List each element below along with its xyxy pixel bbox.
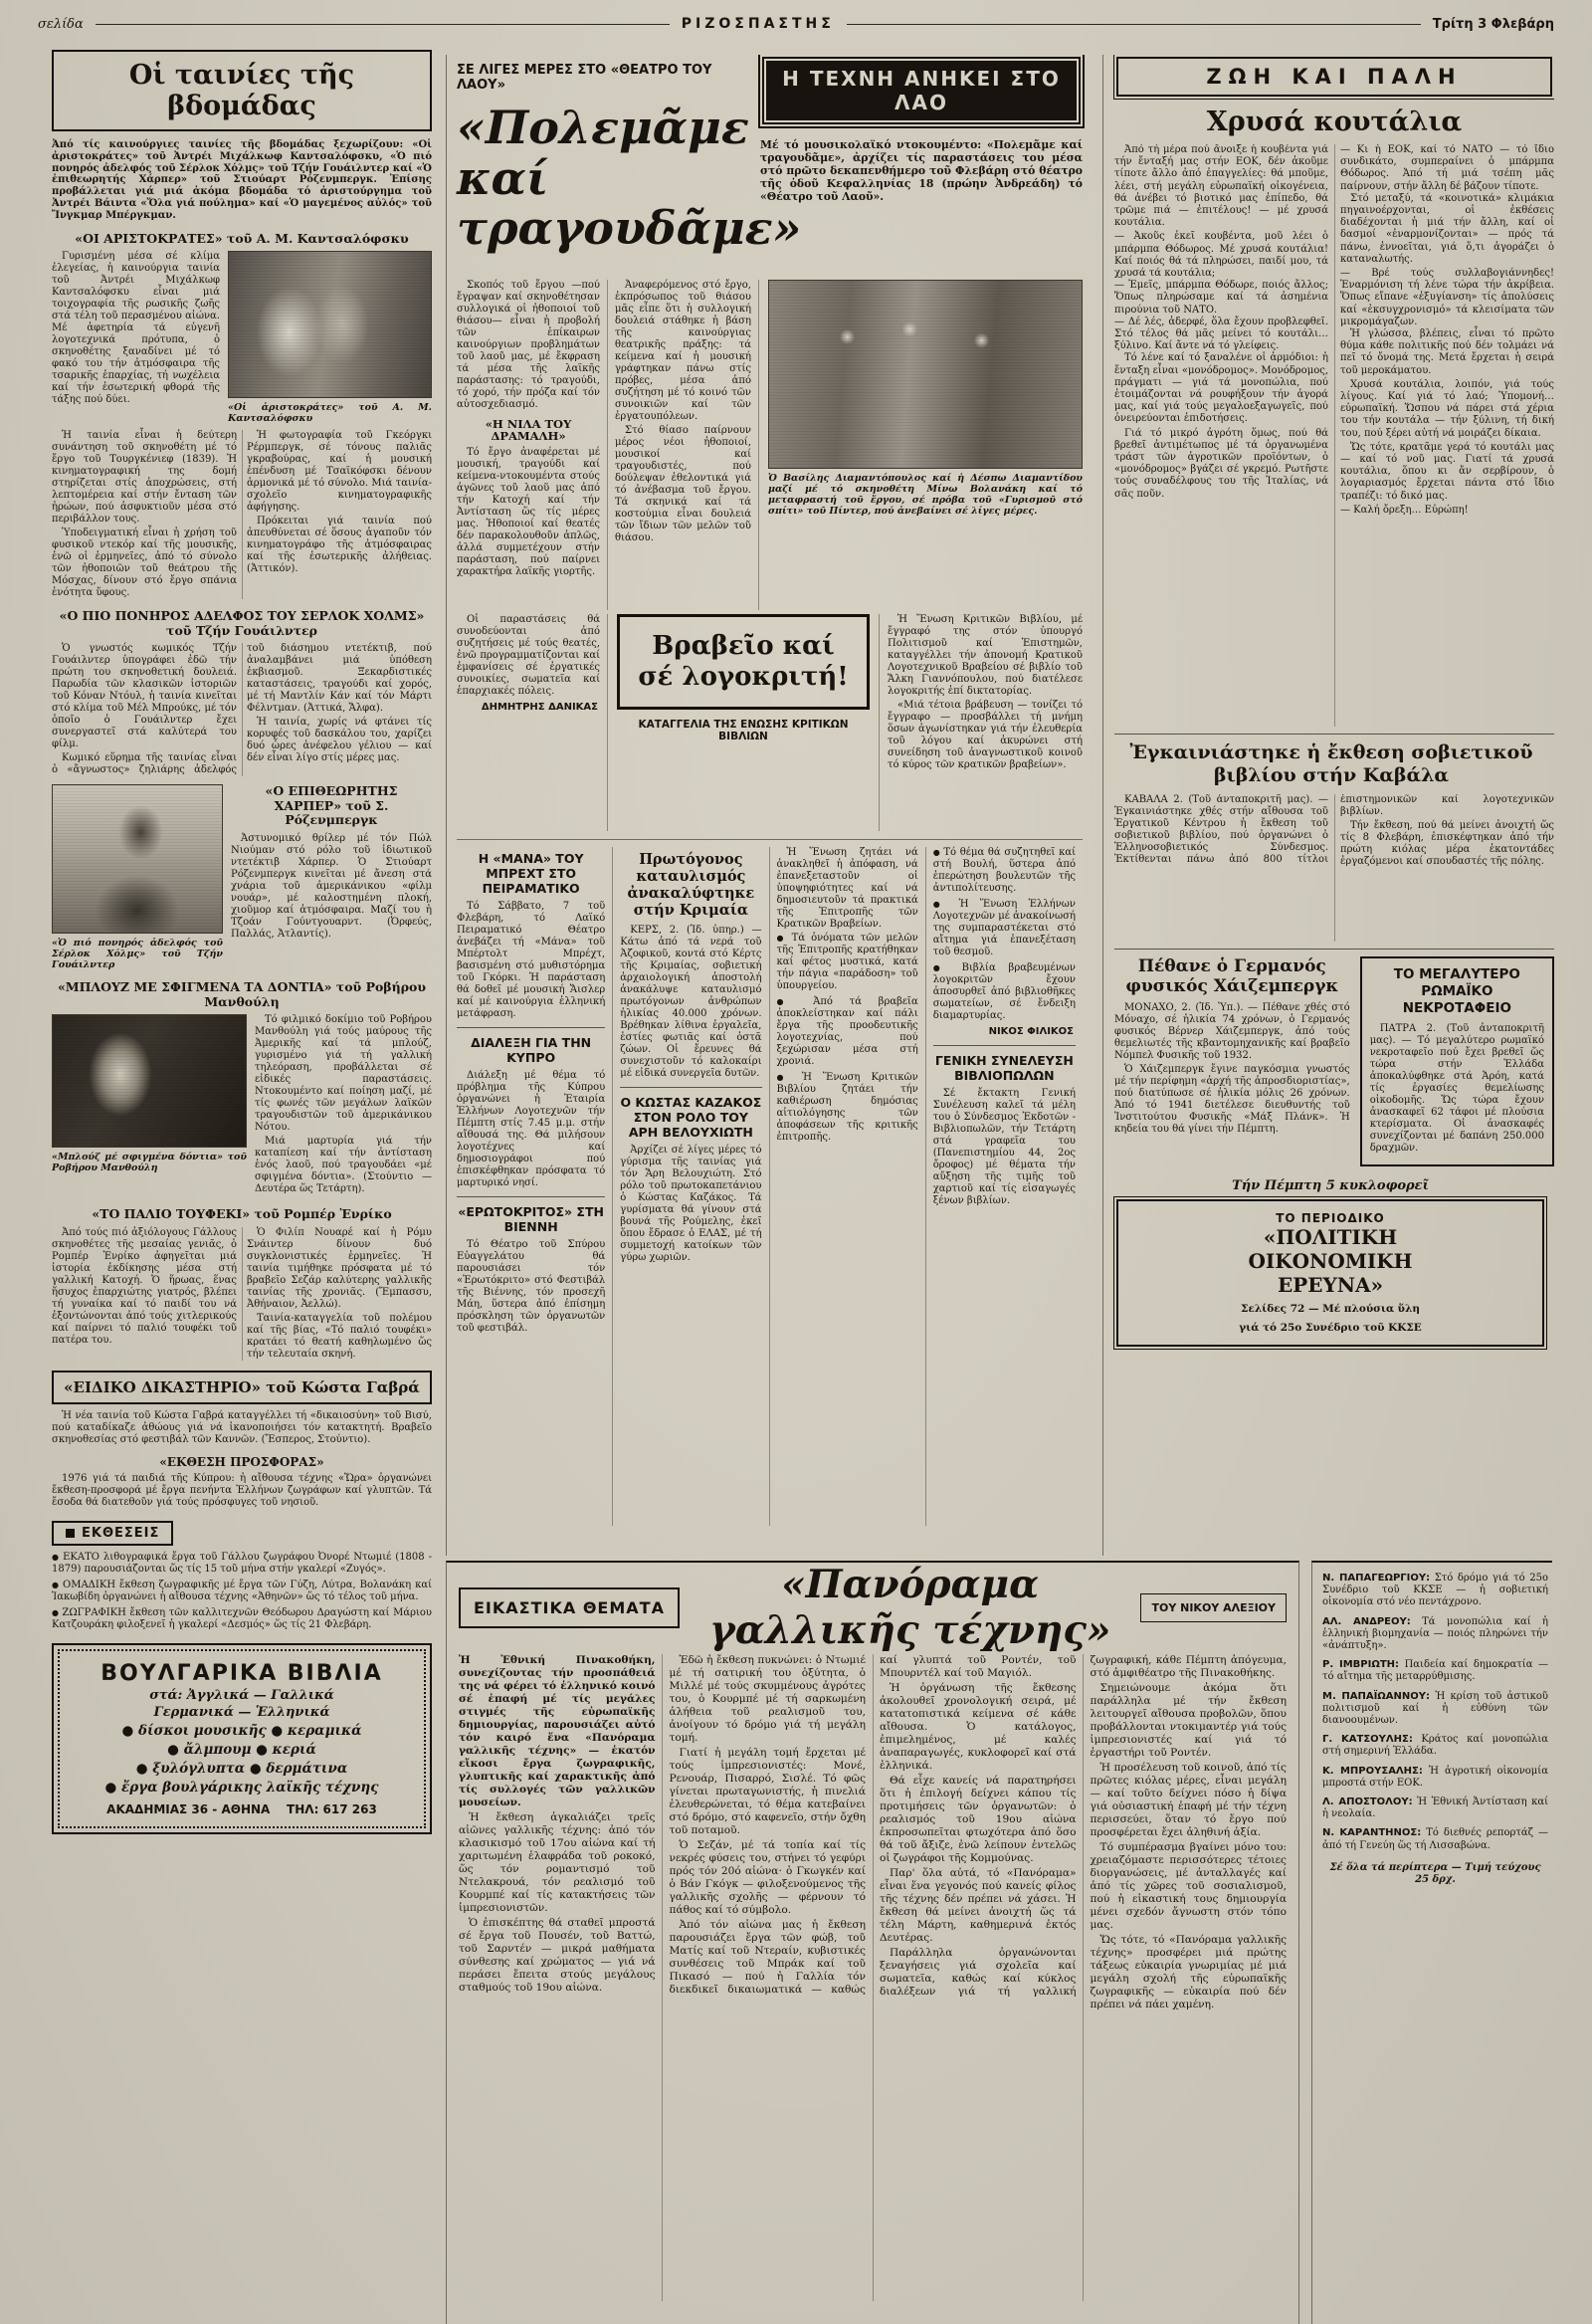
censor-kicker: ΚΑΤΑΓΓΕΛΙΑ ΤΗΣ ΕΝΩΣΗΣ ΚΡΙΤΙΚΩΝ ΒΙΒΛΙΩΝ — [638, 719, 849, 743]
theater-top-row — [457, 55, 1083, 274]
paragraph: ΚΕΡΣ, 2. (Ἰδ. ὑπηρ.) — Κάτω ἀπό τά νερά τοῦ Ἀζοφικοῦ, κοντά στό Κέρτς τῆς Κριμαίας, σοβιετική ἀρχαιολογική ἀποστολή ἀνακάλυψε καταυλισμό πρωτόγονων ἀνθρώπων ἡλικίας 40.000 χρόνων. Βρέθηκαν λίθινα ἐργαλεῖα, ἑστίες φωτιᾶς καί ὀστᾶ ζώων. Οἱ ἔρευνες θά συνεχιστοῦν τό καλοκαίρι μέ εἰδικά συνεργεῖα δυτῶν. — [620, 925, 762, 1079]
paragraph: Ἡ ἔκθεση ἀγκαλιάζει τρεῖς αἰῶνες γαλλικῆς τέχνης: ἀπό τόν κλασικισμό τοῦ 17ου αἰώνα καί τή χαριτωμένη ἐλαφράδα τοῦ ροκοκό, ὥς τόν ρομαντισμό τοῦ Ντελακρουά, τόν ρεαλισμό τοῦ Κουρμπέ καί τίς κατακτήσεις τῶν ἰμπρεσιονιστῶν. — [459, 1811, 656, 1914]
theater-signature: ΔΗΜΗΤΡΗΣ ΔΑΝΙΚΑΣ — [481, 702, 598, 713]
theater-photo-block — [759, 280, 1083, 610]
paragraph: Ἡ Ἕνωση ζητάει νά ἀνακληθεῖ ἡ ἀπόφαση, νά ἐπανεξεταστοῦν οἱ ὑποψηφιότητες καί νά δημοσιευτοῦν τά πρακτικά τῆς Ἐπιτροπῆς τῶν Κρατικῶν Βραβείων. — [776, 847, 918, 930]
ad-phone: ΤΗΛ: 617 263 — [287, 1801, 377, 1816]
paragraph: Ἡ Ἐθνική Πινακοθήκη, συνεχίζοντας τήν προσπάθειά της νά φέρει τό ἑλληνικό κοινό σέ ἐπαφή μέ τίς μεγάλες στιγμές τῆς εὐρωπαϊκῆς δημιουργίας, παρουσιάζει αὐτό τόν καιρό ἕνα «Πανόραμα γαλλικῆς τέχνης» — ἑκατόν εἴκοσι ἔργα ζωγραφικῆς, γλυπτικῆς καί χαρακτικῆς ἀπό τίς συλλογές τῶν γαλλικῶν μουσείων. — [459, 1654, 656, 1808]
magazine-title-line-2: ΟΙΚΟΝΟΜΙΚΗ — [1248, 1249, 1413, 1273]
author-name: Κ. ΜΠΡΟΥΣΑΛΗΣ: — [1322, 1765, 1423, 1777]
exhibitions-label-text: ΕΚΘΕΣΕΙΣ — [82, 1525, 160, 1541]
kavala-exhibition-text — [1114, 794, 1554, 942]
aristocrats-heading: «ΟΙ ΑΡΙΣΤΟΚΡΑΤΕΣ» τοῦ Α. Μ. Καντσαλόφσκυ — [75, 230, 409, 246]
censor-signature: ΝΙΚΟΣ ΦΙΛΙΚΟΣ — [988, 1026, 1074, 1037]
censor-row — [457, 614, 1083, 831]
censor-headline-line-1: Βραβεῖο καί — [652, 631, 835, 661]
paragraph: Σκοπός τοῦ ἔργου —πού ἔγραψαν καί σκηνοθέτησαν συλλογικά οἱ ἠθοποιοί τοῦ θιάσου— εἶναι ἡ προβολή τῶν ἐπίκαιρων καινούργιων προβλημάτων τοῦ λαοῦ μας, μέ ἔκφραση τά μέσα τῆς λαϊκῆς παράστασης: τό τραγούδι, τό χορό, τήν πρόζα καί τόν αὐτοσχεδιασμό. — [457, 280, 600, 410]
aristocrats-photo — [228, 251, 432, 398]
right-column — [1102, 55, 1554, 1556]
aristocrats-caption: «Οἱ ἀριστοκράτες» τοῦ Α. Μ. Καντσαλόφσκυ — [228, 402, 432, 425]
ad-address-text: ΑΚΑΔΗΜΙΑΣ 36 - ΑΘΗΝΑ — [106, 1801, 271, 1816]
ad-languages-2: Γερμανικά — Ἑλληνικά — [153, 1704, 330, 1720]
paragraph: Γιατί ἡ μεγάλη τομή ἔρχεται μέ τούς ἰμπρεσιονιστές: Μονέ, Ρενουάρ, Πισαρρό, Σισλέ. Τό φῶς γίνεται πρωταγωνιστής, ἡ πινελιά ἐλευθερώνεται, τό θέμα κατεβαίνει στό δρόμο, στό καφενεῖο, στήν ὄχθη τοῦ ποταμοῦ. — [669, 1747, 866, 1836]
paragraph: Τήν ἔκθεση, πού θά μείνει ἀνοιχτή ὥς τίς 8 Φλεβάρη, ἐπισκέφτηκαν ἀπό τήν πρώτη κιόλας μέρα ἑκατοντάδες ἐργαζόμενοι καί σπουδαστές τῆς πόλης. — [1340, 820, 1554, 867]
theater-rehearsal-photo — [768, 280, 1083, 469]
article-topic: Παιδεία καί δημοκρατία — τό αἴτημα τῆς μεταρρύθμισης. — [1322, 1659, 1548, 1683]
article-topic: Στό δρόμο γιά τό 25ο Συνέδριο τοῦ ΚΚΣΕ — ἡ σοβιετική οἰκονομία στό νέο πεντάχρονο. — [1322, 1573, 1548, 1608]
lower-col-1 — [457, 847, 613, 1526]
special-court-text — [52, 1410, 432, 1446]
contents-item — [1322, 1796, 1548, 1820]
issue-date: Τρίτη 3 Φλεβάρη — [1432, 16, 1554, 32]
fine-arts-section — [446, 1561, 1299, 2324]
paragraph: Ἡ προσέλευση τοῦ κοινοῦ, ἀπό τίς πρῶτες κιόλας μέρες, εἶναι μεγάλη — καί τοῦτο δείχνει πόσο ἡ δίψα γιά οὐσιαστική ἐπαφή μέ τήν τέχνη περισσεύει, ὅταν τό ἔργο πού προσφέρεται ἔχει ἀληθινή ἀξία. — [1090, 1762, 1287, 1838]
paragraph: Ἀπό τούς πιό ἀξιόλογους Γάλλους σκηνοθέτες τῆς μεσαίας γενιᾶς, ὁ Ρομπέρ Ἐνρίκο ἀφηγεῖται μιά ἱστορία ἐκδίκησης μέσα στή γαλλική Κατοχή. Ὁ ἥρωας, ἕνας ἥσυχος ἐπαρχιώτης γιατρός, βλέπει τή γυναίκα καί τό παιδί του νά ἐξοντώνονται ἀπό τούς χιτλερικούς καί παίρνει τό παλιό τουφέκι τοῦ πατέρα του. — [52, 1226, 237, 1346]
divider — [1114, 949, 1554, 950]
article-topic: Ἡ κρίση τοῦ ἀστικοῦ πολιτισμοῦ καί ἡ εὐθύνη τῶν διανοουμένων. — [1322, 1690, 1548, 1727]
paragraph: Ὁ Σεζάν, μέ τά τοπία καί τίς νεκρές φύσεις του, στήνει τό γεφύρι πρός τόν 20ό αἰώνα· ὁ Γκωγκέν καί ὁ Βάν Γκόγκ — φιλοξενούμενος τῆς γαλλικῆς σχολῆς — φέρνουν τό πάθος καί τό σύμβολο. — [669, 1839, 866, 1916]
exhibition-item: ● ΕΚΑΤΟ λιθογραφικά ἔργα τοῦ Γάλλου ζωγράφου Ὀνορέ Ντωμιέ (1808 - 1879) παρουσιάζονται ὥς τίς 15 τοῦ μήνα στήν γκαλερί «Ζυγός». — [52, 1552, 432, 1576]
theater-text-col-2 — [608, 280, 759, 610]
divider — [1114, 734, 1554, 735]
contents-item — [1322, 1659, 1548, 1683]
sherlock-photo-block — [52, 784, 223, 970]
paragraph: Παρ' ὅλα αὐτά, τό «Πανόραμα» εἶναι ἕνα γεγονός πού κανείς φίλος τῆς τέχνης δέν πρέπει νά χάσει. Ἡ ἔκθεση θά μείνει ἀνοιχτή ὥς τά τέλη Μάρτη, καθημερινά ἐκτός Δευτέρας. — [880, 1867, 1077, 1944]
middle-column — [446, 55, 1091, 1556]
blues-photo — [52, 1014, 247, 1148]
theater-subhead: «Η ΝΙΛΑ ΤΟΥ ΔΡΑΜΑΛΗ» — [485, 417, 572, 443]
cyprus-lecture-heading: ΔΙΑΛΕΞΗ ΓΙΑ ΤΗΝ ΚΥΠΡΟ — [471, 1035, 592, 1065]
paragraph: Ἡ γλώσσα, βλέπεις, εἶναι τό πρῶτο θύμα κάθε πολιτικῆς πού δέν τολμάει νά πεῖ τό ὄνομά της. Μετά ἔρχεται ἡ σειρά τοῦ μεροκάματου. — [1340, 328, 1554, 376]
paragraph: Ἡ ταινία εἶναι ἡ δεύτερη συνάντηση τοῦ σκηνοθέτη μέ τό ἔργο τοῦ Τουργκένιεφ (1839). Ἡ κινηματογραφική της δομή στηρίζεται στίς ἀποχρώσεις, στή λεπτομέρεια καί στήν ἔνταση τῶν ἡρώων, πού ἀσφυκτιοῦν μέσα στό περιβάλλον τους. — [52, 430, 237, 526]
paragraph: Σημειώνουμε ἀκόμα ὅτι παράλληλα μέ τήν ἔκθεση λειτουργεῖ αἴθουσα προβολῶν, ὅπου προβάλλονται ντοκιμαντέρ γιά τούς ἰμπρεσιονιστές καί γιά τό ἐργαστήρι τοῦ Ροντέν. — [1090, 1682, 1287, 1759]
paragraph: Κωμικό εὕρημα τῆς ταινίας εἶναι ὁ «ἄγνωστος» ζηλιάρης ἀδελφός τοῦ διάσημου ντετέκτιβ, πού ἀναλαμβάνει μιά ὑπόθεση ἐκβιασμοῦ. Ξεκαρδιστικές καταστάσεις, τραγούδι καί χορός, μέ τή Μαντλίν Κάν καί τόν Μάρτι Φέλντμαν. (Ἀττικά, Ἄλφα). — [52, 643, 432, 776]
censor-headline-line-2: σέ λογοκριτή! — [638, 662, 849, 693]
divider — [620, 1087, 761, 1088]
films-column — [52, 50, 432, 2324]
dialogue-line: — Βρέ τούς συλλαβογιάννηδες! Ἐναρμόνιση τή λένε τώρα τήν ἀκρίβεια. Ὅπως εἴπανε «ἐξυγίανση» τίς ἀπολύσεις καί «ἐκσυγχρονισμό» τά κλεισίματα τῶν μικρομάγαζων. — [1340, 268, 1554, 327]
bulgarian-books-ad — [52, 1643, 432, 1834]
paragraph: Τό φιλμικό δοκίμιο τοῦ Ροβήρου Μανθούλη γιά τούς μαύρους τῆς Ἀμερικῆς καί τά μπλούζ, γυρισμένο γιά τή γαλλική τηλεόραση, προβάλλεται σέ εἰδικές παραστάσεις. Ντοκουμέντο καί ποίηση μαζί, μέ τίς φωνές τῶν μεγάλων λαϊκῶν τραγουδιστῶν τοῦ ἀμερικάνικου Νότου. — [255, 1014, 432, 1134]
paragraph: Μιά μαρτυρία γιά τήν καταπίεση καί τήν ἀντίσταση ἑνός λαοῦ, πού τραγουδάει «μέ σφιγμένα δόντια». (Στούντιο — Δευτέρα ὥς Τετάρτη). — [255, 1136, 432, 1195]
ad-item: ● ξυλόγλυπτα ● δερμάτινα — [135, 1760, 348, 1777]
fine-arts-banner: ΕΙΚΑΣΤΙΚΑ ΘΕΜΑΤΑ — [459, 1587, 680, 1628]
paragraph: Ἀναφερόμενος στό ἔργο, ἐκπρόσωπος τοῦ θιάσου μᾶς εἶπε ὅτι ἡ συλλογική δουλειά στάθηκε ἡ βάση τῆς καινούργιας θεατρικῆς πράξης: τά κείμενα καί ἡ μουσική γράφτηκαν πάνω στίς πρόβες, μέσα ἀπό συζήτηση μέ τό κοινό τῶν συνοικιῶν καί τῶν ἐργατουπόλεων. — [615, 280, 751, 422]
author-name: Ν. ΚΑΡΑΝΤΗΝΟΣ: — [1322, 1827, 1422, 1839]
sherlock-photo — [52, 784, 223, 934]
paragraph: ΚΑΒΑΛΑ 2. (Τοῦ ἀνταποκριτῆ μας). — Ἐγκαινιάστηκε χθές στήν αἴθουσα τοῦ Ἐργατικοῦ Κέντρου ἡ ἔκθεση τοῦ σοβιετικοῦ βιβλίου, πού ὀργανώνει ὁ Ἑλληνοσοβιετικός Σύνδεσμος. Ἐκτίθενται πάνω ἀπό 800 τίτλοι ἐπιστημονικῶν καί λογοτεχνικῶν βιβλίων. — [1114, 794, 1554, 865]
paragraph: Ἡ φωτογραφία τοῦ Γκεόργκι Ρέρμπεργκ, σέ τόνους παλιᾶς γκραβούρας, καί ἡ μουσική ἐπένδυση μέ Τσαϊκόφσκι δένουν ἁρμονικά μέ τό σύνολο. Μιά ταινία-σχολεῖο κινηματογραφικῆς ἀφήγησης. — [247, 430, 432, 514]
art-belongs-to-people-banner: Η ΤΕΧΝΗ ΑΝΗΚΕΙ ΣΤΟ ΛΑΟ — [762, 57, 1081, 124]
paragraph: Τό λένε καί τό ξαναλένε οἱ ἁρμόδιοι: ἡ ἔνταξη εἶναι «μονόδρομος». Μονόδρομος, πράγματι — γιά τά μονοπώλια, πού ἑτοιμάζονται νά ρουφήξουν τήν ἀγορά μας, καί γιά τούς μεγαλοεξαγωγεῖς, πού ὀνειρεύονται ἐπιδοτήσεις. — [1114, 352, 1328, 425]
dialogue-line: — Κι ἡ ΕΟΚ, καί τό ΝΑΤΟ — τό ἴδιο συνδικάτο, συμπεραίνει ὁ μπάρμπα Θόδωρος. Ἀπό τή μιά τσέπη μᾶς παίρνουν, στήν ἄλλη δέ βάζουν τίποτε. — [1340, 144, 1554, 192]
ad-item: ● δίσκοι μουσικῆς ● κεραμικά — [121, 1722, 362, 1739]
blues-text — [255, 1014, 432, 1197]
kavala-exhibition-headline: Ἐγκαινιάστηκε ἡ ἔκθεση σοβιετικοῦ βιβλίου στήν Καβάλα — [1129, 741, 1533, 786]
roman-cemetery-headline: ΤΟ ΜΕΓΑΛΥΤΕΡΟ ΡΩΜΑΪΚΟ ΝΕΚΡΟΤΑΦΕΙΟ — [1393, 966, 1520, 1016]
theater-text-col-3 — [457, 614, 608, 831]
paragraph: Χρυσά κουτάλια, λοιπόν, γιά τούς λίγους. Καί γιά τό λαό; Ὑπομονή… εὐρωπαϊκή. Ὥσπου νά πάρει στά χέρια του τήν κουτάλα — τήν ξύλινη, τή δική του, πού ξέρει αὐτή νά μοιράζει δίκαια. — [1340, 378, 1554, 439]
contents-item — [1322, 1691, 1548, 1728]
page-label: σελίδα — [38, 16, 84, 32]
theater-kicker: ΣΕ ΛΙΓΕΣ ΜΕΡΕΣ ΣΤΟ «ΘΕΑΤΡΟ ΤΟΥ ΛΑΟΥ» — [457, 63, 712, 93]
theater-photo-caption: Ὁ Βασίλης Διαμαντόπουλος καί ἡ Δέσπω Διαμαντίδου μαζί μέ τό σκηνοθέτη Μίνω Βολανάκη καί τό μεταφραστή τοῦ ἔργου, σέ πρόβα τοῦ «Γυρισμοῦ στό σπίτι» τοῦ Πίντερ, πού ἀνεβαίνει σέ λίγες μέρες. — [768, 473, 1083, 517]
paragraph: Πρόκειται γιά ταινία πού ἀπευθύνεται σέ ὅσους ἀγαποῦν τόν κινηματογράφο τῆς ἀτμόσφαιρας καί τῆς ἐσωτερικῆς ἀλήθειας. (Ἀττικόν). — [247, 516, 432, 575]
sherlock-caption: «Ὁ πιό πονηρός ἀδελφός τοῦ Σέρλοκ Χόλμς» τοῦ Τζήν Γουάιλντερ — [52, 938, 223, 971]
paragraph: Σέ ἔκτακτη Γενική Συνέλευση καλεῖ τά μέλη του ὁ Σύνδεσμος Ἐκδοτῶν - Βιβλιοπωλῶν, τήν Τετάρτη στά γραφεῖα του (Πανεπιστημίου 44, 2ος ὄροφος) μέ θέματα τήν αὔξηση τῆς τιμῆς τοῦ χαρτιοῦ καί τίς εἰσαγωγές ξένων βιβλίων. — [932, 1088, 1076, 1206]
dialogue-line: — Δέ λές, ἀδερφέ, ὅλα ἔχουν προβλεφθεῖ. Στό τέλος θά μᾶς μείνει τό κουτάλι… ξύλινο. Καί ἄντε νά τό γλείφεις. — [1114, 316, 1328, 352]
paragraph: ΠΑΤΡΑ 2. (Τοῦ ἀνταποκριτῆ μας). — Τό μεγαλύτερο ρωμαϊκό νεκροταφεῖο πού ἔχει βρεθεῖ ὥς τώρα στήν Ἑλλάδα ἀποκαλύφθηκε στά Ἁρόη, κατά τίς ἐργασίες θεμελίωσης οἰκοδομῆς. Ὥς τώρα ἔχουν ἀνασκαφεῖ 62 τάφοι μέ πλούσια κτερίσματα. Οἱ ἀνασκαφές συνεχίζονται μέ δαπάνη 250.000 δραχμῶν. — [1369, 1023, 1544, 1154]
article-topic: Τά μονοπώλια καί ἡ ἑλληνική βιομηχανία — ποιός πληρώνει τήν «ἀνάπτυξη». — [1322, 1615, 1549, 1652]
paragraph: Ἡ Ἕνωση Κριτικῶν Βιβλίου, μέ ἔγγραφό της στόν ὑπουργό Πολιτισμοῦ καί Ἐπιστημῶν, καταγγέλλει τήν ἀπονομή Κρατικοῦ Λογοτεχνικοῦ Βραβείου σέ βιβλίο τοῦ Ἄλκη Γιαννόπουλου, πού διατέλεσε λογοκριτής ἐπί δικτατορίας. — [888, 614, 1083, 697]
paragraph: Οἱ παραστάσεις θά συνοδεύονται ἀπό συζητήσεις μέ τούς θεατές, ἐνῶ προγραμματίζονται καί ἐμφανίσεις σέ ἐργατικές συνοικίες, σωματεῖα καί ἐπαρχιακές πόλεις. — [457, 614, 600, 697]
rifle-heading: «ΤΟ ΠΑΛΙΟ ΤΟΥΦΕΚΙ» τοῦ Ρομπέρ Ἐνρίκο — [92, 1206, 392, 1222]
life-and-struggle-banner: ΖΩΗ ΚΑΙ ΠΑΛΗ — [1116, 57, 1552, 97]
golden-spoons-text — [1114, 144, 1554, 727]
censor-award-block — [608, 614, 879, 831]
article-topic: Ἡ ἀγροτική οἰκονομία μπροστά στήν ΕΟΚ. — [1322, 1765, 1548, 1789]
censor-bullet: ● Ἡ Ἕνωση Κριτικῶν Βιβλίου ζητάει τήν καθιέρωση δημόσιας αἰτιολόγησης τῶν ἀποφάσεων τῆς κριτικῆς ἐπιτροπῆς. — [777, 1072, 918, 1144]
lower-col-2 — [613, 847, 769, 1526]
magazine-title-line-3: ΕΡΕΥΝΑ» — [1277, 1273, 1384, 1297]
magazine-note-line-2: γιά τό 25ο Συνέδριο τοῦ ΚΚΣΕ — [1239, 1322, 1422, 1334]
magazine-release-note: Τήν Πέμπτη 5 κυκλοφορεῖ — [1232, 1178, 1429, 1193]
header-rule-left — [96, 24, 670, 25]
panorama-byline: ΤΟΥ ΝΙΚΟΥ ΑΛΕΞΙΟΥ — [1140, 1593, 1287, 1622]
offer-exhibition-text — [52, 1473, 432, 1509]
contents-item — [1322, 1766, 1548, 1790]
paragraph: Στό μεταξύ, τά «κοινοτικά» κλιμάκια πηγαινοέρχονται, οἱ ἐκθέσεις διαδέχονται ἡ μιά τήν ἄλλη, καί οἱ δασμοί «ἐναρμονίζονται» — πρός τά πάνω, ἐννοεῖται, γιά ὅ,τι ἀγοράζει ὁ καταναλωτής. — [1340, 192, 1554, 265]
ad-item: ● ἔργα βουλγάρικης λαϊκῆς τέχνης — [104, 1779, 379, 1796]
magazine-label: ΤΟ ΠΕΡΙΟΔΙΚΟ — [1276, 1211, 1385, 1225]
article-topic: Κράτος καί μονοπώλια στή σημερινή Ἑλλάδα. — [1322, 1734, 1548, 1758]
sherlock-heading: «Ο ΠΙΟ ΠΟΝΗΡΟΣ ΑΔΕΛΦΟΣ ΤΟΥ ΣΕΡΛΟΚ ΧΟΛΜΣ» τοῦ Τζήν Γουάιλντερ — [59, 608, 425, 638]
paragraph: Ὁ Φιλίπ Νουαρέ καί ἡ Ρόμυ Σνάιντερ δίνουν δυό συγκλονιστικές ἑρμηνεῖες. Ἡ ταινία τιμήθηκε πρόσφατα μέ τό βραβεῖο Σεζάρ καλύτερης γαλλικῆς ταινίας τῆς χρονιᾶς. (Ἔμπασσυ, Ἀθήναιον, Ἀελλώ). — [247, 1226, 432, 1310]
article-topic: Ἡ Ἐθνική Ἀντίσταση καί ἡ νεολαία. — [1322, 1796, 1549, 1820]
kazakos-heading: Ο ΚΩΣΤΑΣ ΚΑΖΑΚΟΣ ΣΤΟΝ ΡΟΛΟ ΤΟΥ ΑΡΗ ΒΕΛΟΥΧΙΩΤΗ — [620, 1095, 762, 1140]
ad-address — [68, 1802, 416, 1816]
paragraph: Τό Θέατρο τοῦ Σπύρου Εὐαγγελάτου θά παρουσιάσει τόν «Ἐρωτόκριτο» στό Φεστιβάλ τῆς Βιέννης, τόν προσεχῆ Μάη, ὕστερα ἀπό ἐπίσημη πρόσκληση τῶν ὀργανωτῶν τοῦ φεστιβάλ. — [457, 1239, 606, 1334]
paragraph: Ὥς τότε, κρατᾶμε γερά τό κουτάλι μας — καί τό νοῦ μας. Γιατί τά χρυσά κουτάλια, ὅπου κι ἄν σερβίρουν, ὁ λογαριασμός ἔρχεται πάντα στό ἴδιο τραπέζι: τό δικό μας. — [1340, 441, 1554, 502]
square-bullet-icon — [66, 1529, 75, 1538]
magazine-note-line-1: Σελίδες 72 — Μέ πλούσια ὕλη — [1241, 1303, 1420, 1315]
paragraph: Ταινία-καταγγελία τοῦ πολέμου καί τῆς βίας, «Τό παλιό τουφέκι» κρατάει τό θεατή καθηλωμένο ὥς τήν τελευταία σκηνή. — [247, 1312, 432, 1360]
magazine-contents-column — [1311, 1561, 1552, 2324]
article-topic: Τό διεθνές ρεπορτάζ — ἀπό τή Γενεύη ὥς τή Λισσαβώνα. — [1322, 1827, 1549, 1851]
aristocrats-photo-block — [228, 251, 432, 424]
dialogue-line: — Ἐμεῖς, μπάρμπα Θόδωρε, ποιός ἄλλος; Ὅπως πληρώσαμε καί τά ἀσημένια πιρούνια τοῦ ΝΑΤΟ. — [1114, 280, 1328, 316]
aristocrats-text-2 — [52, 430, 432, 599]
panorama-headline: «Πανόραμα γαλλικῆς τέχνης» — [709, 1562, 1111, 1653]
heisenberg-article — [1114, 956, 1350, 1166]
divider — [457, 1027, 605, 1028]
theater-body-row — [457, 280, 1083, 610]
paragraph: Ἡ ταινία, χωρίς νά φτάνει τίς κορυφές τοῦ δασκάλου του, χαρίζει δυό ὧρες ἀνέφελου γέλιου — καί δέν εἶναι λίγο στίς μέρες μας. — [247, 717, 432, 764]
paragraph: Θά εἶχε κανείς νά παρατηρήσει ὅτι ἡ ἐπιλογή δείχνει κάπου τίς προτιμήσεις τῶν ὀργανωτῶν: ὁ ρεαλισμός τοῦ 19ου αἰώνα ἐκπροσωπεῖται φτωχότερα ἀπό ὅσο θά τοῦ ἄξιζε, ἐνῶ λείπουν ἐντελῶς οἱ ζωγράφοι τῆς Κομμούνας. — [880, 1775, 1077, 1864]
dialogue-line: — Καλή ὄρεξη… Εὐρώπη! — [1340, 504, 1469, 516]
author-name: ΑΛ. ΑΝΔΡΕΟΥ: — [1322, 1615, 1411, 1627]
dialogue-line: — Ἀκοῦς ἐκεῖ κουβέντα, μοῦ λέει ὁ μπάρμπα Θόδωρος. Μέ χρυσά κουτάλια! Καί ποιός θά τά πληρώσει, παιδί μου, τά χρυσά τά κουτάλια; — [1114, 231, 1328, 280]
theater-headline: «Πολεμᾶμε καί τραγουδᾶμε» — [457, 101, 802, 256]
paragraph: ΜΟΝΑΧΟ, 2. (Ἰδ. Ὑπ.). — Πέθανε χθές στό Μόναχο, σέ ἡλικία 74 χρόνων, ὁ Γερμανός φυσικός Βέρνερ Χάιζεμπεργκ, ἀπό τούς θεμελιωτές τῆς κβαντομηχανικῆς καί βραβεῖο Νόμπελ Φυσικῆς τοῦ 1932. — [1114, 1002, 1350, 1061]
films-title: Οἱ ταινίες τῆς βδομάδας — [52, 50, 432, 131]
censor-award-headline — [617, 614, 870, 710]
offer-exhibition-heading: «ΕΚΘΕΣΗ ΠΡΟΣΦΟΡΑΣ» — [159, 1454, 324, 1469]
booksellers-heading: ΓΕΝΙΚΗ ΣΥΝΕΛΕΥΣΗ ΒΙΒΛΙΟΠΩΛΩΝ — [934, 1053, 1074, 1083]
rifle-text — [52, 1227, 432, 1361]
censor-text-col-1 — [879, 614, 1083, 831]
masthead: ΡΙΖΟΣΠΑΣΤΗΣ — [681, 16, 835, 32]
brecht-heading: Η «ΜΑΝΑ» ΤΟΥ ΜΠΡΕΧΤ ΣΤΟ ΠΕΙΡΑΜΑΤΙΚΟ — [478, 851, 584, 896]
lower-col-3 — [770, 847, 926, 1526]
exhibitions-label — [52, 1521, 173, 1546]
paragraph: Στό θίασο παίρνουν μέρος νέοι ἠθοποιοί, μουσικοί καί τραγουδιστές, πού δούλεψαν ἐθελοντικά γιά τό ἀνέβασμα τοῦ ἔργου. Τά σκηνικά καί τά κοστούμια εἶναι δουλειά τῶν ἴδιων τῶν μελῶν τοῦ θιάσου. — [615, 425, 751, 543]
author-name: Γ. ΚΑΤΣΟΥΛΗΣ: — [1322, 1734, 1413, 1746]
exhibition-item: ● ΖΩΓΡΑΦΙΚΗ ἔκθεση τῶν καλλιτεχνῶν Θεόδωρου Δραγώστη καί Μάριου Κατζουράκη φιλοξενεῖ ἡ γκαλερί «Δεσμός» ὥς τίς 21 Φλεβάρη. — [52, 1607, 432, 1631]
censor-bullet: ● Τό θέμα θά συζητηθεῖ καί στή Βουλή, ὕστερα ἀπό ἐπερώτηση βουλευτῶν τῆς ἀντιπολίτευσης. — [933, 847, 1076, 895]
paragraph: Ἐδῶ ἡ ἔκθεση πυκνώνει: ὁ Ντωμιέ μέ τή σατιρική του ὀξύτητα, ὁ Μιλλέ μέ τούς σκυμμένους ἀγρότες του, ὁ Κουρμπέ μέ τή σαρκωμένη ἀλήθεια τοῦ ρεαλισμοῦ του, ἀνοίγουν τό δρόμο γιά τή μεγάλη τομή. — [669, 1654, 866, 1744]
censor-bullet: ● Ἡ Ἕνωση Ἑλλήνων Λογοτεχνῶν μέ ἀνακοίνωσή της συμπαραστέκεται στό αἴτημα γιά ἐπανεξέταση τοῦ θεσμοῦ. — [933, 899, 1076, 958]
censor-bullet: ● Τά ὀνόματα τῶν μελῶν τῆς Ἐπιτροπῆς κρατήθηκαν καί φέτος μυστικά, κατά τήν πάγια «παράδοση» τοῦ ὑπουργείου. — [777, 933, 918, 992]
theater-intro: Μέ τό μουσικολαϊκό ντοκουμέντο: «Πολεμᾶμε καί τραγουδᾶμε», ἀρχίζει τίς παραστάσεις του μέσα στό πρῶτο δεκαπενθήμερο τοῦ Φλεβάρη στό θέατρο τῆς ὁδοῦ Κεφαλληνίας 18 (πρώην Ἀνδρεάδη) τό «Θέατρο τοῦ Λαοῦ». — [760, 138, 1083, 203]
divider — [457, 1196, 605, 1197]
paragraph: Ἀπό τή μέρα πού ἄνοιξε ἡ κουβέντα γιά τήν ἔνταξή μας στήν ΕΟΚ, δέν ἀκοῦμε τίποτε ἄλλο ἀπό ἐπαγγελίες: θά μποῦμε, λέει, στή μεγάλη εὐρωπαϊκή οἰκογένεια, θά ἀνέβει τό βιοτικό μας ἐπίπεδο, θά τρῶμε πιά — ἐπιτέλους! — μέ χρυσά κουτάλια. — [1114, 144, 1328, 229]
paragraph: Ὁ Χάιζεμπεργκ ἔγινε παγκόσμια γνωστός μέ τήν περίφημη «ἀρχή τῆς ἀπροσδιοριστίας», πού διατύπωσε σέ ἡλικία μόλις 26 χρόνων. Ἀπό τό 1941 διετέλεσε διευθυντής τοῦ Ἰνστιτούτου Φυσικῆς «Μάξ Πλάνκ». Ἡ κηδεία του θά γίνει τήν Πέμπτη. — [1114, 1064, 1350, 1135]
lower-col-4 — [926, 847, 1083, 1526]
paragraph: «Μιά τέτοια βράβευση — τονίζει τό ἔγγραφο — προσβάλλει τή μνήμη ὅσων ἀγωνίστηκαν γιά τήν ἐλευθερία τοῦ λόγου καί ἀκυρώνει στή συνείδηση τοῦ ἀναγνωστικοῦ κοινοῦ τό κύρος τῶν κρατικῶν βραβείων». — [888, 700, 1083, 770]
header-rule-right — [847, 24, 1421, 25]
middle-lower-grid — [457, 839, 1083, 1526]
paragraph: Ὑποδειγματική εἶναι ἡ χρήση τοῦ φυσικοῦ ντεκόρ καί τῆς μουσικῆς, ἐνῶ οἱ ἑρμηνεῖες, ἀπό τό σύνολο τῶν ἠθοποιῶν τοῦ θεάτρου τῆς Μόσχας, δίνουν στό ἔργο σπάνια ἑνότητα ὕφους. — [52, 528, 237, 599]
divider — [933, 1045, 1076, 1046]
paragraph: Ἡ ὀργάνωση τῆς ἔκθεσης ἀκολουθεῖ χρονολογική σειρά, μέ κατατοπιστικά κείμενα σέ κάθε αἴθουσα. Ὁ κατάλογος, ἐπιμελημένος, μέ καλές ἀναπαραγωγές, κυκλοφορεῖ καί στά ἑλληνικά. — [880, 1682, 1077, 1772]
paragraph: Γυρισμένη μέσα σέ κλίμα ἐλεγείας, ἡ καινούργια ταινία τοῦ Ἀντρέι Μιχάλκωφ Καντσαλόφσκυ εἶναι μιά τοιχογραφία τῆς ρωσικῆς ζωῆς στά τέλη τοῦ περασμένου αἰώνα. Μέ ἀφετηρία τά εὐγενῆ λογοτεχνικά πρότυπα, ὁ σκηνοθέτης ξαναδίνει μέ τό φακό του τήν ἀτμόσφαιρα τῆς τσαρικῆς ἐπαρχίας, τή νωχέλεια καί τήν ἐσωτερική φθορά τῆς τάξης πού δύει. — [52, 251, 220, 406]
paragraph: Ἀστυνομικό θρίλερ μέ τόν Πώλ Νιούμαν στό ρόλο τοῦ ἰδιωτικοῦ ντετέκτιβ Χάρπερ. Ὁ Στιούαρτ Ρόζενμπεργκ κινεῖται μέ ἄνεση στά χνάρια τοῦ ἀμερικάνικου «φίλμ νουάρ», μέ καλοστημένη πλοκή, χιοῦμορ καί ἀτμόσφαιρα. Μαζί του ἡ Τζοάν Γούντγουαρντ. (Ὀρφεύς, Παλλάς, Ἀτλαντίς). — [231, 832, 432, 940]
paragraph: Ἡ νέα ταινία τοῦ Κώστα Γαβρά καταγγέλλει τή «δικαιοσύνη» τοῦ Βισύ, πού καταδίκαζε ἀθώους γιά νά ἱκανοποιήσει τόν κατακτητή. Βραβεῖο σκηνοθεσίας στό φεστιβάλ τῶν Καννῶν. (Ἔσπερος, Στούντιο). — [52, 1409, 432, 1445]
contents-item — [1322, 1827, 1548, 1851]
sherlock-text — [52, 643, 432, 776]
magazine-title-line-1: «ΠΟΛΙΤΙΚΗ — [1263, 1225, 1398, 1249]
ad-item: ● ἄλμπουμ ● κεριά — [167, 1741, 316, 1758]
crimea-heading: Πρωτόγονος καταυλισμός ἀνακαλύφτηκε στήν Κριμαία — [627, 851, 755, 919]
paragraph: Ὥς τότε, τό «Πανόραμα γαλλικῆς τέχνης» προσφέρει μιά πρώτης τάξεως εὐκαιρία γνωριμίας μέ μιά μεγάλη σχολή τῆς εὐρωπαϊκῆς ζωγραφικῆς — εὐκαιρία πού δέν πρέπει νά πάει χαμένη. — [1090, 1934, 1287, 2010]
author-name: Ρ. ΙΜΒΡΙΩΤΗ: — [1322, 1659, 1400, 1671]
paragraph: 1976 γιά τά παιδιά τῆς Κύπρου: ἡ αἴθουσα τέχνης «Ὥρα» ὀργανώνει ἔκθεση-προσφορά μέ ἔργα πενήντα Ἑλλήνων ζωγράφων καί γλυπτῶν. Τά ἔσοδα θά διατεθοῦν γιά τούς πρόσφυγες τοῦ νησιοῦ. — [52, 1472, 432, 1508]
golden-spoons-headline: Χρυσά κουτάλια — [1206, 106, 1463, 137]
special-court-heading: «ΕΙΔΙΚΟ ΔΙΚΑΣΤΗΡΙΟ» τοῦ Κώστα Γαβρά — [52, 1371, 432, 1404]
paragraph: Γιά τό μικρό ἀγρότη ὅμως, πού θά βρεθεῖ ἀντιμέτωπος μέ τά ὀργανωμένα τράστ τῶν ἀγροτικῶν προϊόντων, ὁ «μονόδρομος» βγάζει σέ γκρεμό. Ρωτῆστε τούς συναδέλφους του τῆς Ἰταλίας, νά σᾶς ποῦν. — [1114, 427, 1328, 500]
censor-bullet: ● Ἀπό τά βραβεῖα ἀποκλείστηκαν καί πάλι ἔργα τῆς προοδευτικῆς λογοτεχνίας, πού ξεχώρισαν μέσα στή χρονιά. — [777, 996, 918, 1068]
roman-cemetery-box — [1360, 956, 1554, 1166]
harper-block — [231, 784, 432, 970]
paragraph: Ὁ γνωστός κωμικός Τζήν Γουάιλντερ ὑπογράφει ἐδῶ τήν πρώτη του σκηνοθετική δουλειά. Παρωδία τῶν κλασικῶν ἱστοριῶν τοῦ Κόναν Ντόυλ, ἡ ταινία κινεῖται στό κλίμα τοῦ Μέλ Μπρούκς, μέ τόν ὁποῖο ὁ Γουάιλντερ ἔχει συνεργαστεῖ στά καλύτερά του φίλμ. — [52, 643, 237, 750]
magazine-promo — [1114, 1178, 1554, 1347]
ad-title: ΒΟΥΛΓΑΡΙΚΑ ΒΙΒΛΙΑ — [100, 1660, 383, 1686]
paragraph: Ἀρχίζει σέ λίγες μέρες τό γύρισμα τῆς ταινίας γιά τόν Ἄρη Βελουχιώτη. Στό ρόλο τοῦ πρωτοκαπετάνιου ὁ Κώστας Καζάκος. Τά γυρίσματα θά γίνουν στά βουνά τῆς Ρούμελης, ἐκεῖ ὅπου ἔδρασε ὁ ΕΛΑΣ, μέ τή συμμετοχή κατοίκων τῶν γύρω χωριῶν. — [620, 1145, 762, 1263]
author-name: Μ. ΠΑΠΑΪΩΑΝΝΟΥ: — [1322, 1690, 1431, 1702]
exhibition-item: ● ΟΜΑΔΙΚΗ ἔκθεση ζωγραφικῆς μέ ἔργα τῶν Γύζη, Λύτρα, Βολανάκη καί Ἰακωβίδη ὀργανώνει ἡ αἴθουσα τέχνης «Ἀθηνῶν» ὥς τό τέλος τοῦ μήνα. — [52, 1580, 432, 1603]
paragraph: Διάλεξη μέ θέμα τό πρόβλημα τῆς Κύπρου ὀργανώνει ἡ Ἑταιρία Ἑλλήνων Λογοτεχνῶν τήν Πέμπτη στίς 7.45 μ.μ. στήν αἴθουσά της. Θά μιλήσουν λογοτέχνες καί δημοσιογράφοι πού ἐπισκέφθηκαν πρόσφατα τό μαρτυρικό νησί. — [457, 1070, 606, 1188]
censor-bullet: ● Βιβλία βραβευμένων λογοκριτῶν ἔχουν ἀποσυρθεῖ ἀπό βιβλιοθῆκες σωματείων, σέ ἔνδειξη διαμαρτυρίας. — [933, 962, 1076, 1022]
films-intro: Ἀπό τίς καινούργιες ταινίες τῆς βδομάδας ξεχωρίζουν: «Οἱ ἀριστοκράτες» τοῦ Ἀντρέι Μιχάλκωφ Καντσαλόφσκυ, «Ὁ πιό πονηρός ἀδελφός τοῦ Σέρλοκ Χόλμς» τοῦ Τζήν Γουάιλντερ καί «Ὁ ἐπιθεωρητής Χάρπερ» τοῦ Στιούαρτ Ρόζενμπεργκ. Ἐπίσης προβάλλεται γιά μιά ἀκόμα βδομάδα τό ἀριστούργημα τοῦ Ἀντρέι Βάιντα «Ὅλα γιά πούλημα» καί «Ὁ μαγεμένος αὐλός» τοῦ Ἴνγκμαρ Μπέργκμαν. — [52, 139, 432, 221]
page-header — [38, 12, 1554, 36]
paragraph: Παράλληλα ὀργανώνονται ξεναγήσεις γιά σχολεῖα καί σωματεῖα, καθώς καί κύκλος διαλέξεων γιά τή γαλλική ζωγραφική, κάθε Πέμπτη ἀπόγευμα, στό ἀμφιθέατρο τῆς Πινακοθήκης. — [880, 1654, 1287, 1998]
blues-caption: «Μπλούζ μέ σφιγμένα δόντια» τοῦ Ροβήρου Μανθούλη — [52, 1152, 247, 1174]
ad-languages-1: στά: Ἀγγλικά — Γαλλικά — [149, 1687, 334, 1703]
erotokritos-heading: «ΕΡΩΤΟΚΡΙΤΟΣ» ΣΤΗ ΒΙΕΝΝΗ — [458, 1204, 604, 1234]
blues-heading: «ΜΠΛΟΥΖ ΜΕ ΣΦΙΓΜΕΝΑ ΤΑ ΔΟΝΤΙΑ» τοῦ Ροβήρου Μανθούλη — [57, 979, 427, 1009]
author-name: Ν. ΠΑΠΑΓΕΩΡΓΙΟΥ: — [1322, 1573, 1431, 1584]
paragraph: Ὁ ἐπισκέπτης θά σταθεῖ μπροστά σέ ἔργα τοῦ Πουσέν, τοῦ Βαττώ, τοῦ Σαρντέν — μικρά μαθήματα σύνθεσης καί χρώματος — γιά νά περάσει ἔπειτα στούς μεγάλους σταθμούς τοῦ 19ου αἰώνα. — [459, 1917, 656, 1994]
aristocrats-text-1 — [52, 251, 220, 424]
contents-item — [1322, 1616, 1548, 1653]
contents-footer: Σέ ὅλα τά περίπτερα — Τιμή τεύχους 25 δρχ. — [1329, 1861, 1541, 1886]
paragraph: Τό Σάββατο, 7 τοῦ Φλεβάρη, τό Λαϊκό Πειραματικό Θέατρο ἀνεβάζει τή «Μάνα» τοῦ Μπέρτολτ Μπρέχτ, βασισμένη στό μυθιστόρημα τοῦ Γκόρκι. Ἡ παράσταση θά δοθεῖ μέ μουσική Ἄισλερ καί μέ καινούργια ἑλληνική μετάφραση. — [457, 901, 606, 1019]
heisenberg-headline: Πέθανε ὁ Γερμανός φυσικός Χάιζεμπεργκ — [1125, 956, 1339, 996]
contents-item — [1322, 1573, 1548, 1609]
paragraph: Τό συμπέρασμα βγαίνει μόνο του: χρειαζόμαστε περισσότερες τέτοιες διοργανώσεις, μέ ἀνταλλαγές καί ἀπό τίς χῶρες τοῦ σοσιαλισμοῦ, πού ἡ εἰκαστική τους δημιουργία μένει σχεδόν ἄγνωστη στόν τόπο μας. — [1090, 1841, 1287, 1931]
panorama-text — [459, 1654, 1287, 2301]
author-name: Λ. ΑΠΟΣΤΟΛΟΥ: — [1322, 1796, 1413, 1808]
harper-heading: «Ο ΕΠΙΘΕΩΡΗΤΗΣ ΧΑΡΠΕΡ» τοῦ Σ. Ρόζενμπεργκ — [265, 783, 398, 828]
paragraph: Ἀπό τόν αἰώνα μας ἡ ἔκθεση παρουσιάζει ἔργα τῶν φώβ, τοῦ Ματίς καί τοῦ Ντεραίν, κυβιστικές συνθέσεις τοῦ Μπράκ καί τοῦ Πικασό — πού ἡ Γαλλία τόν διεκδικεῖ δικαιωματικά — καθώς καί γλυπτά τοῦ Ροντέν, τοῦ Μπουρντέλ καί τοῦ Μαγιόλ. — [669, 1654, 1077, 1996]
paragraph: Τό ἔργο ἀναφέρεται μέ μουσική, τραγούδι καί κείμενα-ντοκουμέντα στούς ἀγῶνες τοῦ λαοῦ μας ἀπό τήν Κατοχή καί τήν Ἀντίσταση ὥς τίς μέρες μας. Ἠθοποιοί καί θεατές δέν παρακολουθοῦν ἁπλῶς, ἀλλά συμμετέχουν στήν παράσταση, πού παίρνει χαρακτήρα λαϊκῆς γιορτῆς. — [457, 447, 600, 577]
exhibitions-list — [52, 1552, 432, 1631]
theater-text-col-1 — [457, 280, 608, 610]
contents-item — [1322, 1734, 1548, 1758]
blues-photo-block — [52, 1014, 247, 1197]
magazine-box — [1116, 1199, 1544, 1347]
